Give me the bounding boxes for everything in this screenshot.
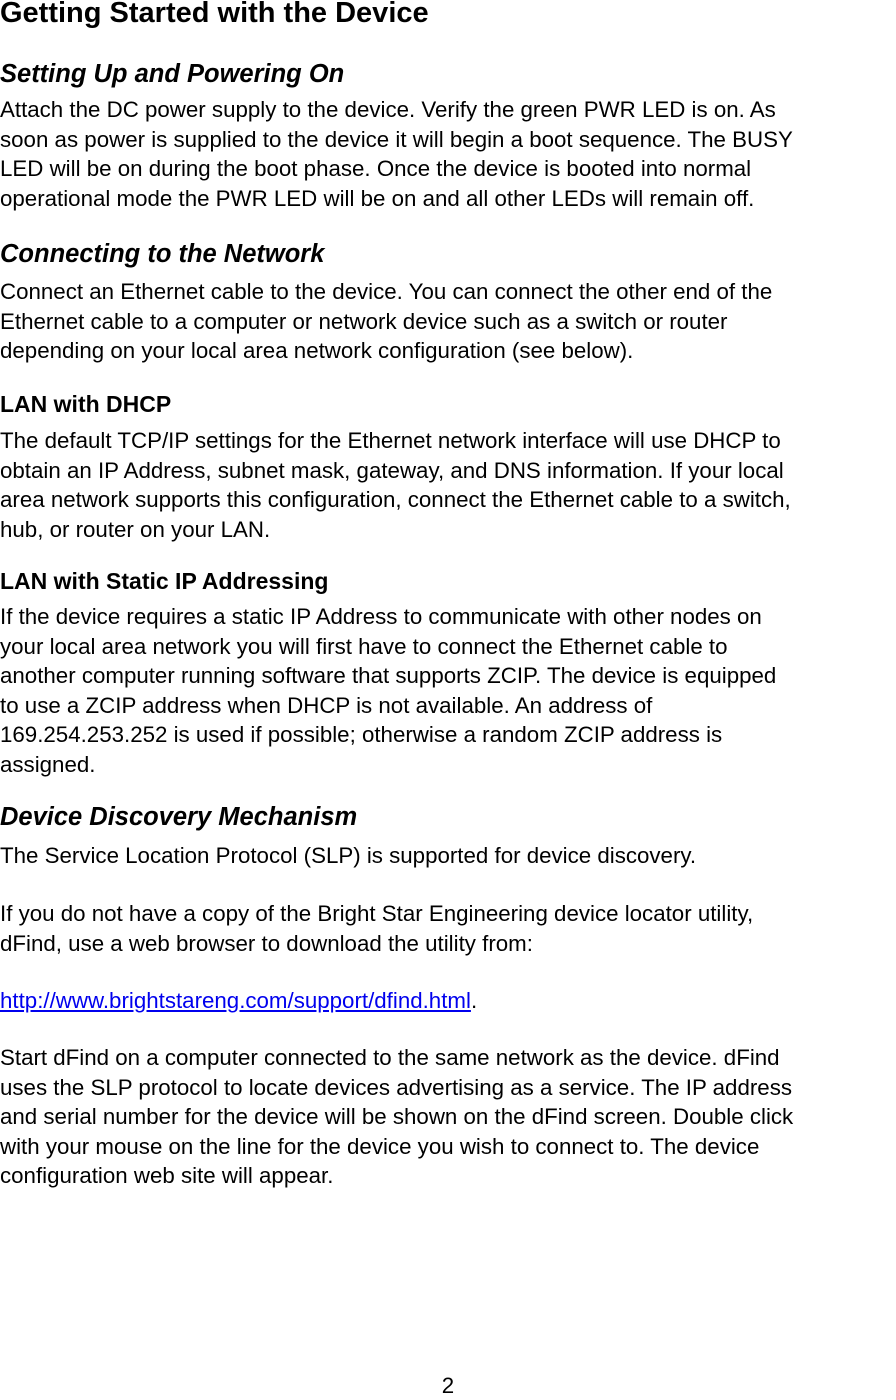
paragraph-line: The Service Location Protocol (SLP) is supported for device discovery. [0,843,697,868]
paragraph-line: hub, or router on your LAN. [0,516,271,542]
paragraph-line: with your mouse on the line for the device you wish to connect to. The device [0,1133,760,1159]
paragraph-line: If you do not have a copy of the Bright Star Engineering device locator utility, [0,901,754,926]
link-suffix: . [470,988,478,1013]
page-title: Getting Started with the Device [0,0,429,29]
heading-setting-up: Setting Up and Powering On [0,60,345,88]
paragraph-line: assigned. [0,751,96,777]
paragraph-setting-up [0,95,793,213]
heading-device-discovery: Device Discovery Mechanism [0,803,358,831]
paragraph-line: depending on your local area network configuration (see below). [0,338,634,363]
paragraph-line: configuration web site will appear. [0,1163,334,1188]
paragraph-download-link [0,986,477,1016]
paragraph-slp [0,841,696,871]
page-number: 2 [441,1373,455,1398]
paragraph-start-dfind [0,1043,793,1191]
paragraph-line: LED will be on during the boot phase. Once the device is booted into normal [0,156,752,181]
paragraph-line: area network supports this configuration, connect the Ethernet cable to a switch, [0,487,791,512]
paragraph-line: obtain an IP Address, subnet mask, gateway, and DNS information. If your local [0,457,784,483]
paragraph-line: and serial number for the device will be shown on the dFind screen. Double click [0,1104,794,1129]
heading-lan-static-ip: LAN with Static IP Addressing [0,568,329,594]
paragraph-line: uses the SLP protocol to locate devices advertising as a service. The IP address [0,1074,792,1100]
paragraph-line: The default TCP/IP settings for the Ethernet network interface will use DHCP to [0,428,781,453]
paragraph-line: soon as power is supplied to the device it will begin a boot sequence. The BUSY [0,126,793,152]
paragraph-line: to use a ZCIP address when DHCP is not available. An address of [0,692,653,718]
paragraph-lan-static-ip [0,602,776,779]
paragraph-line: Start dFind on a computer connected to the same network as the device. dFind [0,1045,780,1070]
dfind-download-link[interactable]: http://www.brightstareng.com/support/dfind.html [0,988,471,1013]
paragraph-line: operational mode the PWR LED will be on and all other LEDs will remain off. [0,185,755,211]
paragraph-lan-dhcp [0,426,791,544]
paragraph-line: Ethernet cable to a computer or network device such as a switch or router [0,308,728,334]
heading-connecting-network: Connecting to the Network [0,240,325,268]
paragraph-line: 169.254.253.252 is used if possible; otherwise a random ZCIP address is [0,722,723,747]
paragraph-connecting-network [0,277,772,366]
paragraph-line: dFind, use a web browser to download the utility from: [0,930,533,956]
paragraph-line [0,986,477,1016]
heading-lan-dhcp: LAN with DHCP [0,391,172,417]
paragraph-line: If the device requires a static IP Address to communicate with other nodes on [0,604,762,629]
paragraph-line: another computer running software that supports ZCIP. The device is equipped [0,663,777,688]
paragraph-line: your local area network you will first have to connect the Ethernet cable to [0,633,728,659]
paragraph-dfind-copy [0,899,753,958]
paragraph-line: Connect an Ethernet cable to the device. You can connect the other end of the [0,279,773,304]
paragraph-line: Attach the DC power supply to the device. Verify the green PWR LED is on. As [0,97,776,122]
